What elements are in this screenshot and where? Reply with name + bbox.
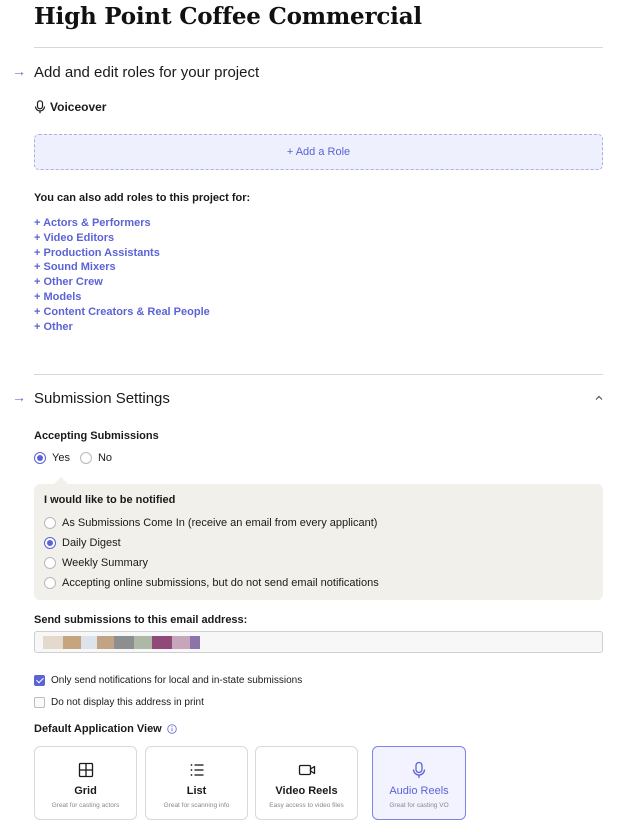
- role-item-voiceover[interactable]: [34, 100, 106, 114]
- microphone-icon: [410, 761, 428, 779]
- divider: [34, 374, 603, 375]
- accepting-submissions-label: Accepting Submissions: [34, 430, 159, 442]
- view-option-title: Video Reels: [275, 785, 338, 797]
- submission-settings-title: Submission Settings: [34, 390, 170, 407]
- option-label: No: [97, 452, 113, 464]
- email-field-label: Send submissions to this email address:: [34, 614, 248, 626]
- arrow-right-icon: →: [12, 389, 26, 405]
- default-view-label: Default Application View: [34, 723, 162, 735]
- accepting-submissions-radio-group: [34, 452, 116, 464]
- radio-button[interactable]: [34, 452, 46, 464]
- checkbox[interactable]: [34, 697, 45, 708]
- hide-address-checkbox-row[interactable]: [34, 697, 204, 708]
- role-category-link[interactable]: + Other Crew: [34, 276, 103, 289]
- view-option-subtitle: Easy access to video files: [269, 802, 344, 809]
- checkbox[interactable]: [34, 675, 45, 686]
- redaction-block: [63, 636, 81, 649]
- info-icon[interactable]: [167, 724, 177, 734]
- radio-button[interactable]: [44, 537, 56, 549]
- redaction-block: [43, 636, 63, 649]
- chevron-up-icon[interactable]: [594, 393, 604, 403]
- redaction-block: [172, 636, 190, 649]
- accepting-yes-option[interactable]: [34, 452, 70, 464]
- role-category-link[interactable]: + Other: [34, 320, 73, 333]
- option-label: Accepting online submissions, but do not send email notifications: [62, 577, 379, 589]
- role-category-link[interactable]: + Content Creators & Real People: [34, 305, 210, 318]
- view-option-subtitle: Great for casting actors: [51, 802, 120, 809]
- role-category-link[interactable]: + Sound Mixers: [34, 261, 116, 274]
- view-option-list[interactable]: [145, 746, 248, 820]
- notify-panel-pointer: [54, 477, 68, 484]
- view-option-subtitle: Great for scanning info: [163, 802, 230, 809]
- redaction-block: [134, 636, 152, 649]
- checkbox-label: Only send notifications for local and in-state submissions: [51, 675, 303, 686]
- option-label: Weekly Summary: [62, 557, 148, 569]
- microphone-icon: [34, 100, 46, 114]
- page-title: High Point Coffee Commercial: [34, 3, 422, 30]
- role-category-link[interactable]: + Actors & Performers: [34, 217, 151, 229]
- radio-button[interactable]: [44, 577, 56, 589]
- view-option-audio-reels[interactable]: [372, 746, 466, 820]
- additional-roles-label: You can also add roles to this project for:: [34, 192, 251, 204]
- notify-option[interactable]: [44, 517, 377, 529]
- radio-button[interactable]: [80, 452, 92, 464]
- view-option-title: Grid: [74, 785, 97, 797]
- email-field[interactable]: [34, 631, 603, 653]
- video-icon: [298, 761, 316, 779]
- list-icon: [188, 761, 206, 779]
- redacted-email-value: [43, 636, 200, 649]
- redaction-block: [97, 636, 114, 649]
- role-category-link[interactable]: + Video Editors: [34, 231, 115, 244]
- default-view-label-row: [34, 723, 177, 735]
- redaction-block: [190, 636, 200, 649]
- view-option-title: List: [186, 785, 207, 797]
- notification-preferences-panel: [34, 484, 603, 600]
- view-option-video-reels[interactable]: [255, 746, 358, 820]
- role-name: Voiceover: [50, 100, 107, 114]
- option-label: As Submissions Come In (receive an email from every applicant): [62, 517, 378, 529]
- radio-button[interactable]: [44, 517, 56, 529]
- roles-section-title: Add and edit roles for your project: [34, 64, 260, 81]
- accepting-no-option[interactable]: [80, 452, 112, 464]
- grid-icon: [77, 761, 95, 779]
- option-label: Daily Digest: [62, 537, 121, 549]
- local-notifications-checkbox-row[interactable]: [34, 675, 302, 686]
- view-option-title: Audio Reels: [389, 785, 449, 797]
- divider: [34, 47, 603, 48]
- notify-option[interactable]: [44, 577, 379, 589]
- view-option-subtitle: Great for casting VO: [389, 802, 449, 809]
- notify-option[interactable]: [44, 557, 148, 569]
- role-category-link[interactable]: + Models: [34, 290, 82, 303]
- radio-button[interactable]: [44, 557, 56, 569]
- role-category-link[interactable]: + Production Assistants: [34, 246, 160, 259]
- notify-option[interactable]: [44, 537, 121, 549]
- role-category-list: [34, 216, 210, 334]
- redaction-block: [81, 636, 97, 649]
- checkbox-label: Do not display this address in print: [51, 697, 204, 708]
- redaction-block: [114, 636, 134, 649]
- notify-title: I would like to be notified: [44, 494, 176, 506]
- arrow-right-icon: →: [12, 63, 26, 79]
- redaction-block: [152, 636, 172, 649]
- add-role-button[interactable]: + Add a Role: [34, 134, 603, 170]
- view-option-grid[interactable]: [34, 746, 137, 820]
- option-label: Yes: [52, 452, 70, 464]
